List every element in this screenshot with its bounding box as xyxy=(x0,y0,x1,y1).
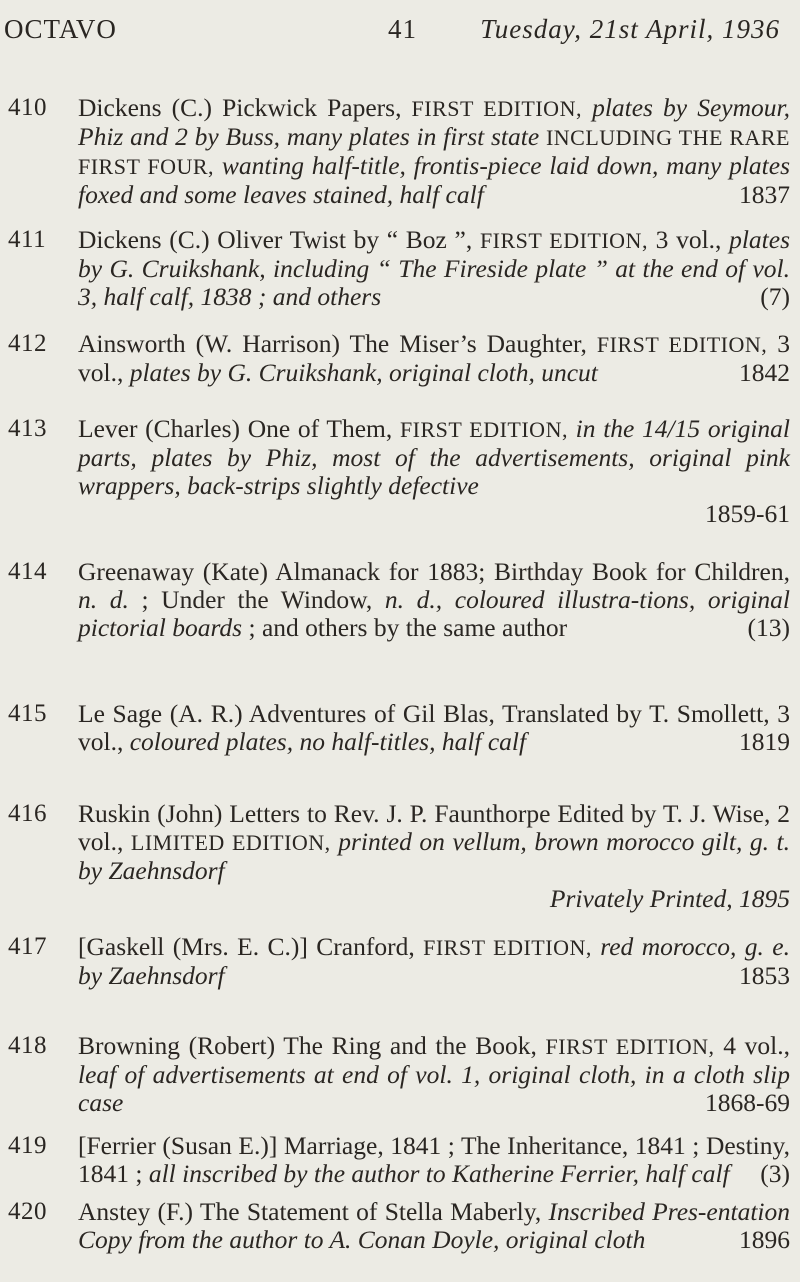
lot-description xyxy=(78,1198,790,1254)
lot-number: 420 xyxy=(8,1198,47,1225)
lot-details: wanting half-title, frontis-piece laid down, many plates foxed and some leaves stained, half calf xyxy=(78,151,790,209)
lot-description xyxy=(78,1132,790,1188)
lot-description xyxy=(78,800,790,913)
lot-details: plates by G. Cruikshank, including “ The Fireside plate ” at the end of vol. 3, half calf, 1838 ; and others xyxy=(78,225,791,311)
lot-date: (13) xyxy=(747,613,790,642)
header-date: Tuesday, 21st April, 1936 xyxy=(480,14,780,44)
lot-date: (7) xyxy=(760,282,790,311)
lot-description xyxy=(78,94,790,209)
lot-edition: FIRST EDITION, xyxy=(411,96,582,121)
lot-date: Privately Printed, 1895 xyxy=(549,884,790,913)
lot-author-title: Le Sage (A. R.) Adventures of Gil Blas, Translated by T. Smollett, 3 vol., xyxy=(78,699,790,756)
lot-number: 413 xyxy=(8,415,47,442)
lot-details: plates by Seymour, Phiz and 2 by Buss, many plates in first state xyxy=(78,93,790,151)
lot-number: 418 xyxy=(8,1032,47,1059)
lot-details: red morocco, g. e. by Zaehnsdorf xyxy=(78,932,790,990)
lot-date: 1853 xyxy=(739,961,790,990)
lot-number: 414 xyxy=(8,558,47,585)
lot-details: plates by G. Cruikshank, original cloth, uncut xyxy=(129,358,598,387)
lot-author-title: [Gaskell (Mrs. E. C.)] Cranford, xyxy=(78,932,415,961)
lot-volumes: 4 vol., xyxy=(723,1031,790,1060)
lot-author-title: Lever (Charles) One of Them, xyxy=(78,414,393,443)
lot-number: 417 xyxy=(8,933,47,960)
lot-details: Inscribed Pres-entation Copy from the author to A. Conan Doyle, original cloth xyxy=(78,1197,790,1254)
lot-description xyxy=(78,226,790,311)
lot-description xyxy=(78,1032,790,1117)
lot-edition: FIRST EDITION, xyxy=(423,935,592,960)
lot-details: all inscribed by the author to Katherine Ferrier, half calf xyxy=(148,1159,730,1188)
lot-description xyxy=(78,933,790,990)
lot-author-title: Greenaway (Kate) Almanack for 1883; Birthday Book for Children, xyxy=(78,557,790,586)
lot-description xyxy=(78,700,790,756)
lot-number: 416 xyxy=(8,800,47,827)
lot-details: coloured plates, no half-titles, half calf xyxy=(129,727,527,756)
lot-date: (3) xyxy=(760,1159,790,1188)
lot-number: 411 xyxy=(8,226,47,253)
lot-caps-note: INCLUDING THE RARE FIRST FOUR, xyxy=(78,125,790,179)
lot-author-title: Dickens (C.) Pickwick Papers, xyxy=(78,93,402,122)
lot-number: 415 xyxy=(8,700,47,727)
lot-edition: LIMITED EDITION, xyxy=(130,830,331,855)
lot-date: 1842 xyxy=(739,358,790,387)
lot-others: ; and others by the same author xyxy=(248,613,568,642)
lot-details: n. d., coloured illustra-tions, original pictorial boards xyxy=(78,585,790,642)
lot-edition: FIRST EDITION, xyxy=(399,417,568,442)
lot-author-title: Anstey (F.) The Statement of Stella Maberly, xyxy=(78,1197,542,1226)
lot-author-title: [Ferrier (Susan E.)] Marriage, 1841 ; The Inheritance, 1841 ; Destiny, 1841 ; xyxy=(78,1131,790,1188)
lot-date: 1819 xyxy=(739,727,790,756)
lot-author-title: Dickens (C.) Oliver Twist by “ Boz ”, xyxy=(78,225,473,254)
lot-description xyxy=(78,330,790,387)
lot-details: leaf of advertisements at end of vol. 1, original cloth, in a cloth slip case xyxy=(78,1060,790,1117)
lot-title-extra: ; Under the Window, xyxy=(141,585,373,614)
lot-date: 1837 xyxy=(739,180,790,209)
lot-details: n. d. xyxy=(78,585,129,614)
page-number: 41 xyxy=(388,14,417,44)
lot-details: in the 14/15 original parts, plates by Phiz, most of the advertisements, original pink wrappers, back-strips slightly defective xyxy=(78,414,791,500)
lot-author-title: Browning (Robert) The Ring and the Book, xyxy=(78,1031,537,1060)
lot-number: 410 xyxy=(8,94,47,121)
lot-date: 1868-69 xyxy=(705,1088,790,1117)
lot-number: 419 xyxy=(8,1132,47,1159)
lot-date: 1859-61 xyxy=(705,499,790,528)
lot-volumes: 3 vol., xyxy=(655,225,722,254)
lot-description xyxy=(78,558,790,642)
lot-edition: FIRST EDITION, xyxy=(596,332,768,357)
lot-description xyxy=(78,415,790,528)
lot-details: printed on vellum, brown morocco gilt, g. t. by Zaehnsdorf xyxy=(78,827,790,885)
lot-edition: FIRST EDITION, xyxy=(479,228,648,253)
lot-date: 1896 xyxy=(739,1225,790,1254)
lot-author-title: Ainsworth (W. Harrison) The Miser’s Daughter, xyxy=(78,329,587,358)
lot-number: 412 xyxy=(8,330,47,357)
lot-volumes: 3 vol., xyxy=(78,329,791,387)
lot-edition: FIRST EDITION, xyxy=(545,1034,715,1059)
page-header xyxy=(0,0,800,60)
header-format: OCTAVO xyxy=(4,14,117,44)
lot-author-title: Ruskin (John) Letters to Rev. J. P. Faunthorpe Edited by T. J. Wise, 2 vol., xyxy=(78,799,790,856)
